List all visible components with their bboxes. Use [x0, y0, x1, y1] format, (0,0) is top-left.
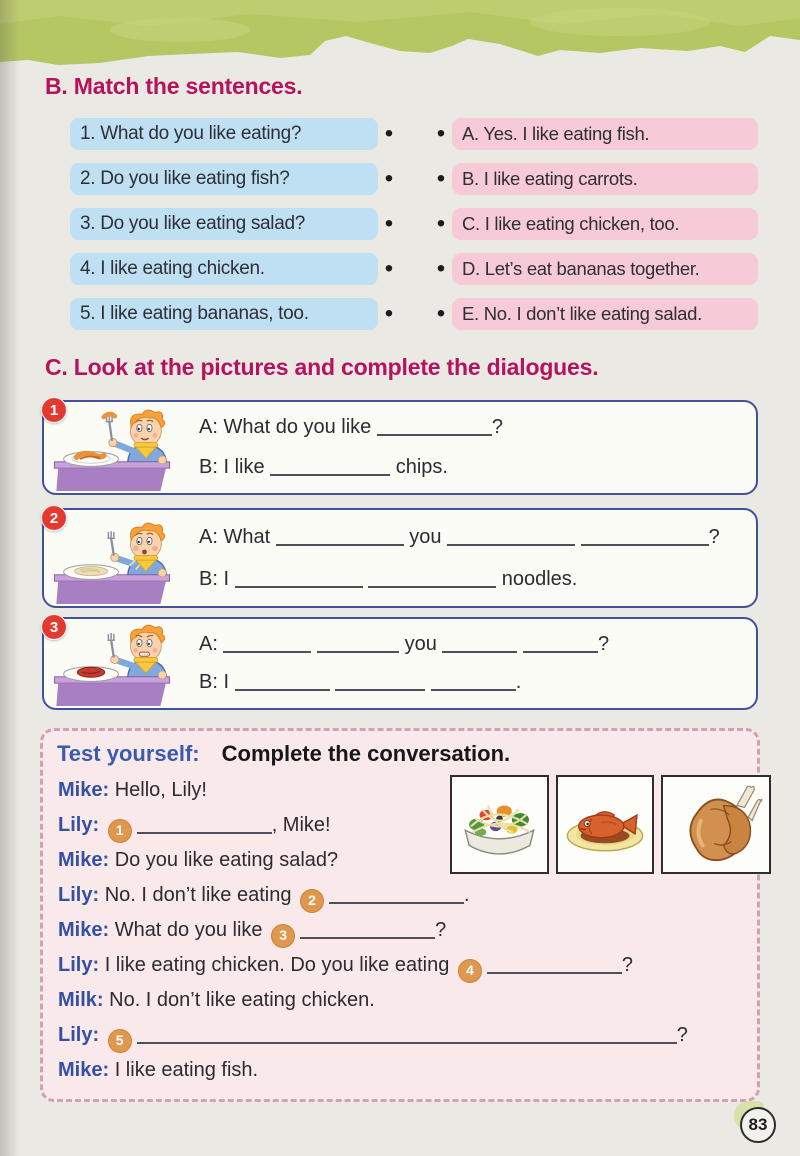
dialogue-text: What do you like: [114, 919, 269, 941]
test-yourself-label: Test yourself:: [57, 741, 200, 766]
dialogue-text: Hello, Lily!: [114, 779, 207, 801]
dialogue-text: .: [515, 671, 522, 694]
conversation-line: [58, 1053, 745, 1088]
match-right-dot[interactable]: •: [436, 165, 446, 192]
dialogue-text: ?: [708, 525, 720, 548]
match-left-item[interactable]: 1. What do you like eating?: [70, 118, 378, 150]
answer-blank[interactable]: [300, 923, 435, 939]
conversation-line: [58, 913, 745, 948]
dialogue-3-text: [199, 625, 744, 702]
dialogue-text: .: [464, 884, 470, 906]
match-right-item[interactable]: B. I like eating carrots.: [452, 163, 758, 195]
dialogue-text: A: What: [199, 525, 276, 548]
dialogue-2-text: [199, 516, 744, 600]
dialogue-line: [199, 416, 744, 439]
match-right-dot[interactable]: •: [436, 300, 446, 327]
match-right-item[interactable]: C. I like eating chicken, too.: [452, 208, 758, 240]
dialogue-text: A: What do you like: [199, 416, 377, 439]
conversation: [58, 773, 745, 1088]
speaker-name: Mike:: [58, 849, 110, 871]
answer-blank[interactable]: [137, 1028, 677, 1044]
boy-eating-steak-illustration: [52, 622, 194, 706]
conversation-line: [58, 1018, 745, 1053]
answer-blank[interactable]: [431, 675, 516, 691]
answer-blank[interactable]: [523, 637, 598, 653]
answer-blank[interactable]: [276, 530, 404, 546]
section-b-title: B. Match the sentences.: [45, 73, 303, 99]
match-row: [70, 253, 758, 285]
speaker-name: Lily:: [58, 1024, 100, 1046]
item-number-badge: 1: [108, 819, 132, 843]
dialogue-text: I like eating chicken. Do you like eating: [104, 954, 455, 976]
dialogue-line: [199, 526, 744, 549]
dialogue-text: No. I don’t like eating: [104, 884, 298, 906]
dialogue-text: , Mike!: [271, 814, 331, 836]
match-exercise: [70, 118, 758, 343]
match-right-item[interactable]: A. Yes. I like eating fish.: [452, 118, 758, 150]
item-number-badge: 3: [271, 924, 295, 948]
dialogue-text: you: [399, 632, 443, 655]
match-row: [70, 118, 758, 150]
page-number-value: 83: [748, 1115, 768, 1134]
match-right-item[interactable]: D. Let’s eat bananas together.: [452, 253, 758, 285]
answer-blank[interactable]: [581, 530, 709, 546]
section-c-title: C. Look at the pictures and complete the dialogues.: [45, 354, 599, 380]
conversation-line: [58, 878, 745, 913]
test-yourself-header: [57, 741, 510, 767]
match-left-item[interactable]: 5. I like eating bananas, too.: [70, 298, 378, 330]
speaker-name: Lily:: [58, 954, 100, 976]
speaker-name: Mike:: [58, 1059, 110, 1081]
match-right-dot[interactable]: •: [436, 120, 446, 147]
answer-blank[interactable]: [235, 675, 330, 691]
match-right-item[interactable]: E. No. I don’t like eating salad.: [452, 298, 758, 330]
match-left-dot[interactable]: •: [384, 120, 394, 147]
dialogue-line: [199, 456, 744, 479]
dialogue-text: No. I don’t like eating chicken.: [109, 989, 375, 1011]
match-left-dot[interactable]: •: [384, 165, 394, 192]
match-left-item[interactable]: 2. Do you like eating fish?: [70, 163, 378, 195]
speaker-name: Lily:: [58, 814, 100, 836]
dialogue-number-badge: 1: [41, 397, 67, 423]
dialogue-text: ?: [491, 416, 503, 439]
boy-eating-noodles-illustration: [52, 520, 194, 604]
match-left-dot[interactable]: •: [384, 300, 394, 327]
dialogue-box-3: [42, 617, 758, 710]
match-left-item[interactable]: 4. I like eating chicken.: [70, 253, 378, 285]
match-left-dot[interactable]: •: [384, 210, 394, 237]
dialogue-text: you: [403, 525, 448, 548]
speaker-name: Mike:: [58, 779, 110, 801]
test-yourself-box: [40, 728, 760, 1102]
conversation-line: [58, 808, 745, 843]
dialogue-number-badge: 3: [41, 614, 67, 640]
match-row: [70, 208, 758, 240]
answer-blank[interactable]: [377, 420, 492, 436]
dialogue-text: Do you like eating salad?: [114, 849, 339, 871]
dialogue-box-1: [42, 400, 758, 495]
dialogue-line: [199, 568, 744, 591]
dialogue-text: ?: [676, 1024, 688, 1046]
answer-blank[interactable]: [442, 637, 517, 653]
dialogue-line: [199, 671, 744, 694]
dialogue-number-badge: 2: [41, 505, 67, 531]
match-right-dot[interactable]: •: [436, 210, 446, 237]
dialogue-text: B: I: [199, 671, 235, 694]
dialogue-text: chips.: [390, 455, 448, 478]
answer-blank[interactable]: [317, 637, 399, 653]
match-right-dot[interactable]: •: [436, 255, 446, 282]
dialogue-text: A:: [199, 632, 224, 655]
dialogue-text: I like eating fish.: [114, 1059, 259, 1081]
answer-blank[interactable]: [335, 675, 425, 691]
dialogue-1-text: [199, 408, 744, 487]
dialogue-box-2: [42, 508, 758, 608]
dialogue-text: B: I like: [199, 455, 271, 478]
answer-blank[interactable]: [235, 572, 363, 588]
speaker-name: Mike:: [58, 919, 110, 941]
answer-blank[interactable]: [137, 818, 272, 834]
match-row: [70, 163, 758, 195]
answer-blank[interactable]: [223, 637, 311, 653]
conversation-line: [58, 983, 745, 1018]
conversation-line: [58, 843, 745, 878]
item-number-badge: 5: [108, 1029, 132, 1053]
conversation-line: [58, 948, 745, 983]
boy-eating-chips-illustration: [52, 407, 194, 491]
match-left-dot[interactable]: •: [384, 255, 394, 282]
dialogue-text: ?: [621, 954, 634, 976]
test-yourself-instruction: Complete the conversation.: [221, 741, 511, 766]
dialogue-text: B: I: [199, 567, 235, 590]
answer-blank[interactable]: [329, 888, 464, 904]
dialogue-text: ?: [435, 919, 447, 941]
answer-blank[interactable]: [270, 460, 390, 476]
answer-blank[interactable]: [447, 530, 575, 546]
answer-blank[interactable]: [368, 572, 496, 588]
item-number-badge: 4: [458, 959, 482, 983]
dialogue-line: [199, 633, 744, 656]
dialogue-text: noodles.: [496, 567, 578, 590]
item-number-badge: 2: [300, 889, 324, 913]
match-row: [70, 298, 758, 330]
conversation-line: [58, 773, 745, 808]
speaker-name: Milk:: [58, 989, 104, 1011]
page-top-decoration: [0, 0, 800, 72]
page-number: [740, 1107, 776, 1143]
dialogue-text: ?: [597, 632, 610, 655]
match-left-item[interactable]: 3. Do you like eating salad?: [70, 208, 378, 240]
speaker-name: Lily:: [58, 884, 100, 906]
answer-blank[interactable]: [487, 958, 622, 974]
